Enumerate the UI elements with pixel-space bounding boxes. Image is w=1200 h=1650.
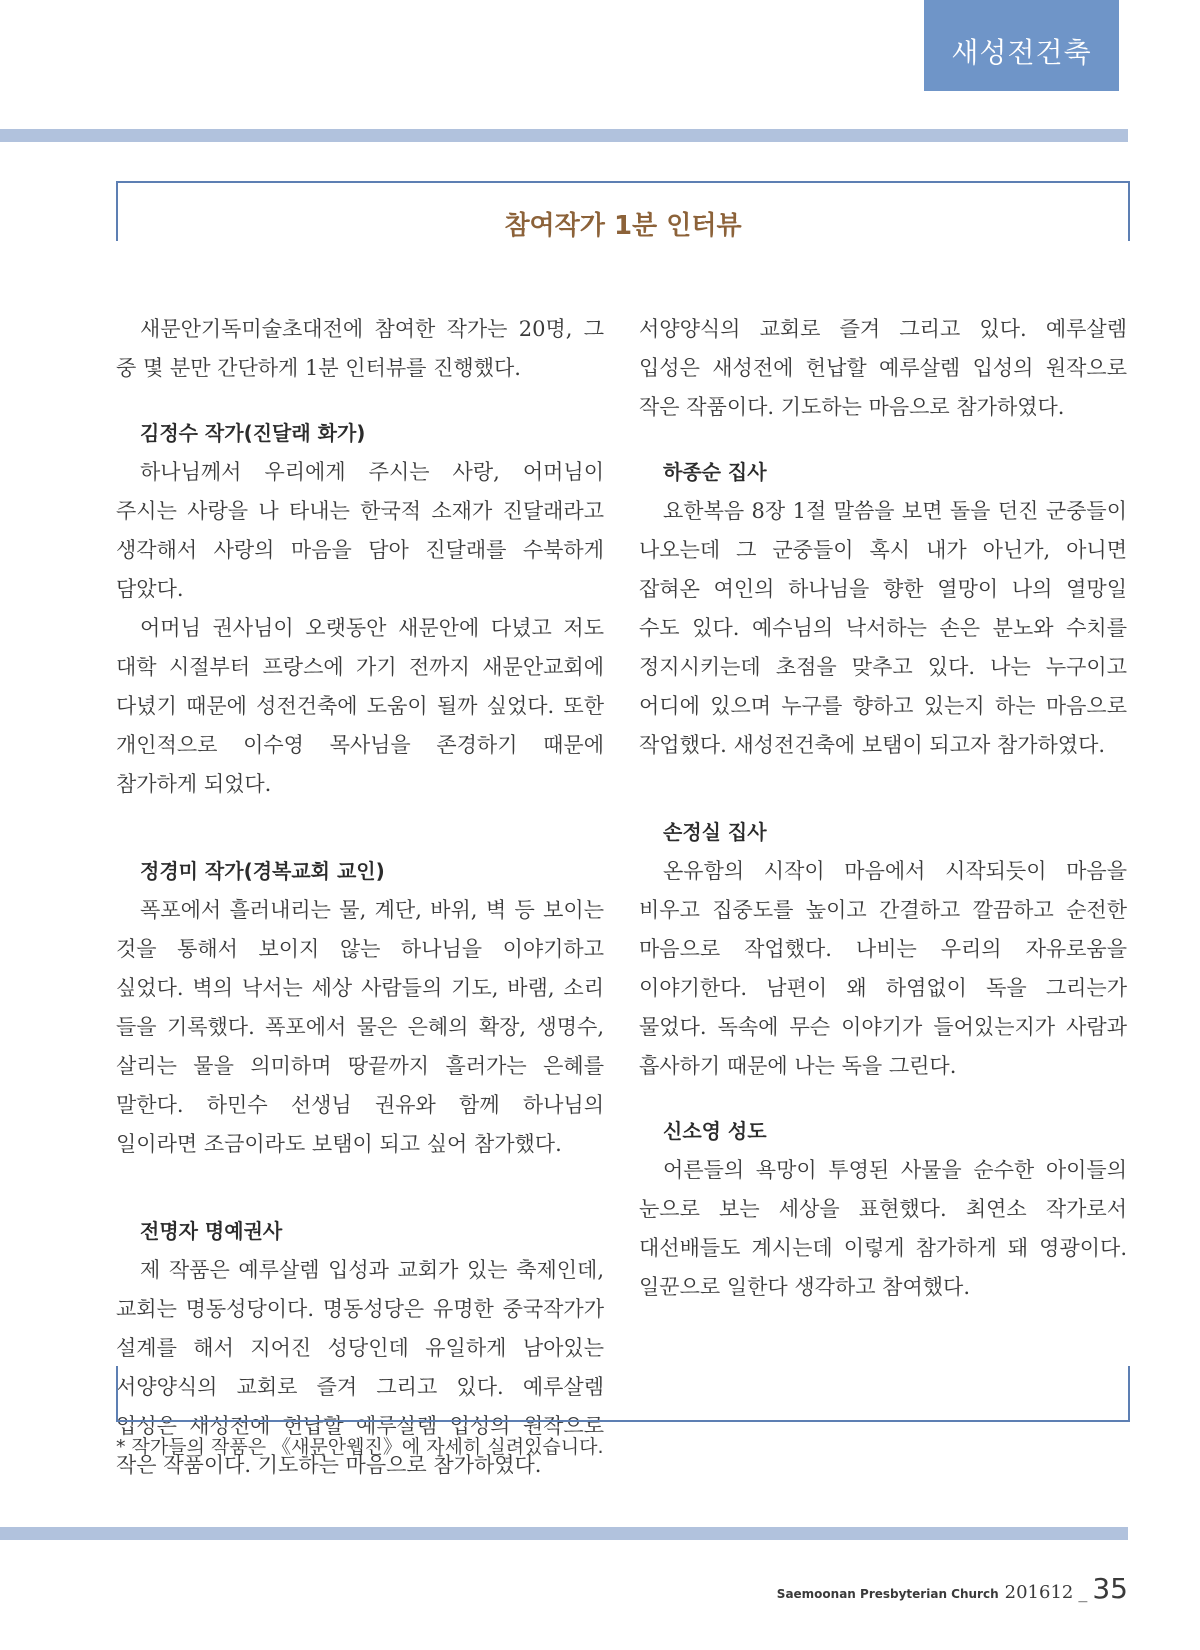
interview-heading: 손정실 집사 <box>663 820 767 844</box>
interview-heading: 전명자 명예권사 <box>140 1219 283 1243</box>
page-number: 35 <box>1092 1572 1128 1605</box>
interview-heading: 정경미 작가(경복교회 교인) <box>140 859 385 883</box>
page-footer <box>777 1572 1128 1605</box>
issue-number: 201612 <box>1004 1582 1074 1603</box>
page-title: 참여작가 1분 인터뷰 <box>504 211 742 241</box>
bottom-divider-band <box>0 1527 1128 1540</box>
interview-paragraph: 어머님 권사님이 오랫동안 새문안에 다녔고 저도 대학 시절부터 프랑스에 가기 전까지 새문안교회에 다녔기 때문에 성전건축에 도움이 될까 싶었다. 또한 개인적으로 이수영 목사님을 존경하기 때문에 참가하게 되었다. <box>116 616 604 796</box>
footnote: * 작가들의 작품은 《새문안웹진》에 자세히 실려있습니다. <box>116 1436 604 1458</box>
folio-separator: _ <box>1078 1582 1088 1603</box>
interview-paragraph: 어른들의 욕망이 투영된 사물을 순수한 아이들의 눈으로 보는 세상을 표현했다. 최연소 작가로서 대선배들도 계시는데 이렇게 참가하게 돼 영광이다. 일꾼으로 일한다 생각하고 참여했다. <box>639 1158 1127 1299</box>
interview-paragraph: 온유함의 시작이 마음에서 시작되듯이 마음을 비우고 집중도를 높이고 간결하고 깔끔하고 순전한 마음으로 작업했다. 나비는 우리의 자유로움을 이야기한다. 남편이 왜 하염없이 독을 그리는가 물었다. 독속에 무슨 이야기가 들어있는지가 사람과 흡사하기 때문에 나는 독을 그린다. <box>639 859 1127 1078</box>
interview-paragraph: 하나님께서 우리에게 주시는 사랑, 어머님이 주시는 사랑을 나 타내는 한국적 소재가 진달래라고 생각해서 사랑의 마음을 담아 진달래를 수북하게 담았다. <box>116 460 604 601</box>
right-column <box>639 310 1127 1307</box>
interview-paragraph-continued: 서양양식의 교회로 즐겨 그리고 있다. 예루살렘 입성은 새성전에 헌납할 예루살렘 입성의 원작으로 작은 작품이다. 기도하는 마음으로 참가하였다. <box>639 317 1127 419</box>
intro-paragraph: 새문안기독미술초대전에 참여한 작가는 20명, 그 중 몇 분만 간단하게 1분 인터뷰를 진행했다. <box>116 317 604 380</box>
interview-paragraph: 요한복음 8장 1절 말씀을 보면 돌을 던진 군중들이 나오는데 그 군중들이 혹시 내가 아닌가, 아니면 잡혀온 여인의 하나님을 향한 열망이 나의 열망일 수도 있다. 예수님의 낙서하는 손은 분노와 수치를 정지시키는데 초점을 맞추고 있다. 나는 누구이고 어디에 있으며 누구를 향하고 있는지 하는 마음으로 작업했다. 새성전건축에 보탬이 되고자 참가하였다. <box>639 499 1127 757</box>
section-tab-label: 새성전건축 <box>951 35 1092 69</box>
title-frame-bottom <box>116 1366 1130 1422</box>
interview-heading: 신소영 성도 <box>663 1119 767 1143</box>
interview-paragraph: 폭포에서 흘러내리는 물, 계단, 바위, 벽 등 보이는 것을 통해서 보이지 않는 하나님을 이야기하고 싶었다. 벽의 낙서는 세상 사람들의 기도, 바램, 소리 들을 기록했다. 폭포에서 물은 은혜의 확장, 생명수, 살리는 물을 의미하며 땅끝까지 흘러가는 은혜를 말한다. 하민수 선생님 권유와 함께 하나님의 일이라면 조금이라도 보탬이 되고 싶어 참가했다. <box>116 898 604 1156</box>
interview-heading: 하종순 집사 <box>663 460 767 484</box>
interview-heading: 김정수 작가(진달래 화가) <box>140 421 366 445</box>
church-name: Saemoonan Presbyterian Church <box>776 1587 999 1601</box>
interview-paragraph: 제 작품은 예루살렘 입성과 교회가 있는 축제인데, 교회는 명동성당이다. 명동성당은 유명한 중국작가가 설계를 해서 지어진 성당인데 유일하게 남아있는 서양양식의 교회로 즐겨 그리고 있다. 예루살렘 입성은 새성전에 헌납할 예루살렘 입성의 원작으로 작은 작품이다. 기도하는 마음으로 참가하였다. <box>116 1258 604 1477</box>
section-tab <box>924 0 1119 91</box>
top-divider-band <box>0 129 1128 142</box>
